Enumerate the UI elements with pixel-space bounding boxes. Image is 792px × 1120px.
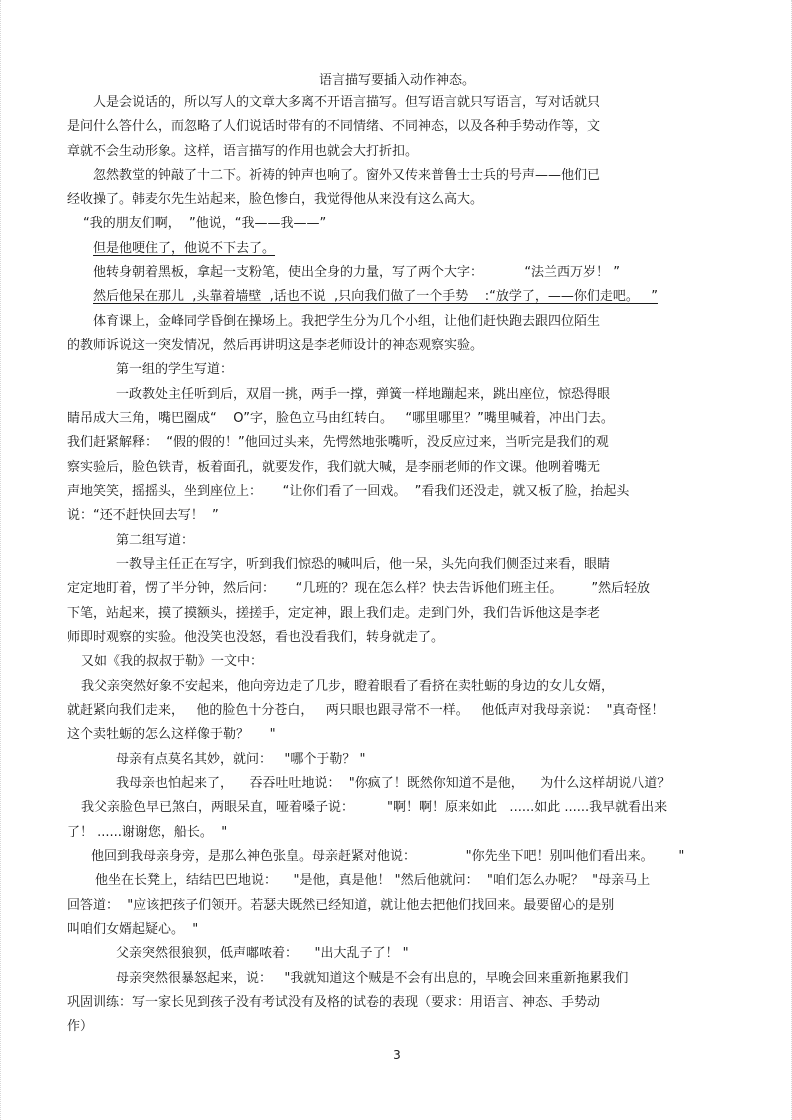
text-line: 察实验后，脸色铁青，板着面孔，就要发作，我们就大喊，是李丽老师的作文课。他咧着嘴无: [67, 460, 601, 475]
text-line: 一教导主任正在写字，听到我们惊恐的喊叫后，他一呆，头先向我们侧歪过来看，眼睛: [116, 557, 611, 572]
text-line: 就赶紧向我们走来， 他的脸色十分苍白， 两只眼也跟寻常不一样。 他低声对我母亲说： "真奇怪！: [67, 703, 665, 718]
text-line: 第一组的学生写道：: [116, 362, 234, 377]
page-title: 语言描写要插入动作神态。: [318, 73, 475, 88]
underlined-text-line: 然后他呆在那儿 ,头靠着墙壁 ,话也不说 ,只向我们做了一个手势 :“放学了，——你们走吧。 ”: [93, 289, 658, 304]
text-line: 我父亲突然好象不安起来，他向旁边走了几步，瞪着眼看了看挤在卖牡蛎的身边的女儿女婿，: [81, 679, 615, 694]
text-line: 忽然教堂的钟敲了十二下。祈祷的钟声也响了。窗外又传来普鲁士士兵的号声——他们已: [93, 168, 601, 183]
text-line: 定定地盯着，愣了半分钟，然后问： “几班的？现在怎么样？快去告诉他们班主任。 ”然后轻放: [67, 581, 651, 596]
text-line: 作）: [67, 1019, 94, 1034]
text-line: 师即时观察的实验。他没笑也没怒，看也没看我们，转身就走了。: [67, 630, 445, 645]
text-line: 母亲有点莫名其妙，就问： "哪个于勒？ ": [116, 752, 366, 767]
text-line: 一政教处主任听到后，双眉一挑，两手一撑，弹簧一样地蹦起来，跳出座位，惊恐得眼: [116, 387, 611, 402]
text-line: 经收操了。韩麦尔先生站起来，脸色惨白，我觉得他从来没有这么高大。: [67, 192, 484, 207]
text-line: 他转身朝着黑板，拿起一支粉笔，使出全身的力量，写了两个大字： “法兰西万岁！ ”: [93, 265, 620, 280]
text-line: 我父亲脸色早已煞白，两眼呆直，哑着嗓子说： "啊！啊！原来如此 ......如此 ......我早就看出来: [81, 800, 668, 815]
text-line: 说：“还不赶快回去写！ ”: [67, 508, 219, 523]
text-line: 人是会说话的，所以写人的文章大多离不开语言描写。但写语言就只写语言，写对话就只: [93, 95, 601, 110]
text-line: 巩固训练：写一家长见到孩子没有考试没有及格的试卷的表现（要求：用语言、神态、手势动: [67, 995, 601, 1010]
text-line: 我母亲也怕起来了， 吞吞吐吐地说： "你疯了！既然你知道不是他， 为什么这样胡说八道？: [116, 776, 671, 791]
page-number: 3: [393, 1048, 401, 1062]
text-line: 下笔，站起来，摸了摸额头，搓搓手，定定神，跟上我们走。走到门外，我们告诉他这是李老: [67, 606, 601, 621]
text-line: 第二组写道：: [116, 533, 195, 548]
text-line: 章就不会生动形象。这样，语言描写的作用也就会大打折扣。: [67, 144, 419, 159]
text-line: 母亲突然很暴怒起来，说： "我就知道这个贼是不会有出息的，早晚会回来重新拖累我们: [116, 971, 629, 986]
text-line: 睛吊成大三角，嘴巴圈成“ O”字，脸色立马由红转白。 “哪里哪里？”嘴里喊着，冲出门去。: [67, 411, 614, 426]
text-line: 叫咱们女婿起疑心。 ": [67, 922, 199, 937]
text-line: “我的朋友们啊， ”他说，“我——我——”: [83, 216, 327, 231]
text-line: 父亲突然很狼狈，低声嘟哝着： "出大乱子了！ ": [116, 946, 409, 961]
text-line: 他坐在长凳上，结结巴巴地说： "是他，真是他！ "然后他就问： "咱们怎么办呢？ "母亲马上: [95, 873, 651, 888]
text-line: 了！ ......谢谢您，船长。 ": [67, 825, 228, 840]
text-line: 他回到我母亲身旁，是那么神色张皇。母亲赶紧对他说： "你先坐下吧！别叫他们看出来。 ": [91, 849, 685, 864]
text-line: 的教师诉说这一突发情况，然后再讲明这是李老师设计的神态观察实验。: [67, 338, 484, 353]
text-line: 又如《我的叔叔于勒》一文中：: [81, 654, 264, 669]
text-line: 是问什么答什么，而忽略了人们说话时带有的不同情绪、不同神态，以及各种手势动作等，文: [67, 119, 601, 134]
underlined-text-line: 但是他哽住了，他说不下去了。: [93, 241, 276, 256]
text-line: 声地笑笑，摇摇头，坐到座位上： “让你们看了一回戏。 ”看我们还没走，就又板了脸，抬起头: [67, 484, 630, 499]
text-line: 这个卖牡蛎的怎么这样像于勒？ ": [67, 727, 276, 742]
text-line: 我们赶紧解释： “假的假的！”他回过头来，先愕然地张嘴听，没反应过来，当听完是我们的观: [67, 435, 609, 450]
text-line: 体育课上，金峰同学昏倒在操场上。我把学生分为几个小组，让他们赶快跑去跟四位陌生: [93, 314, 601, 329]
text-line: 回答道： "应该把孩子们领开。若瑟夫既然已经知道，就让他去把他们找回来。最要留心的是别: [67, 898, 615, 913]
